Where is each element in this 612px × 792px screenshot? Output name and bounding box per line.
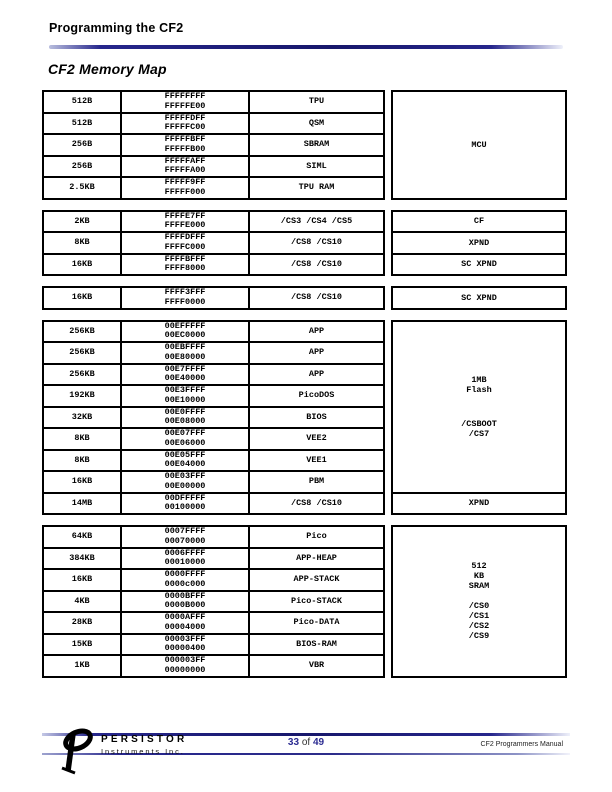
address-high: FFFFE7FF — [164, 211, 206, 221]
size-cell: 15KB — [44, 635, 120, 655]
address-range-cell — [122, 451, 248, 471]
address-range-cell — [122, 322, 248, 342]
purpose-cell: Pico-STACK — [250, 592, 383, 612]
region-line: SC XPND — [461, 292, 497, 303]
address-range-cell — [122, 114, 248, 134]
purpose-cell: BIOS-RAM — [250, 635, 383, 655]
page-current: 33 — [287, 737, 300, 748]
address-low: 00E10000 — [164, 394, 206, 405]
address-range-cell — [122, 570, 248, 590]
memory-block-3 — [42, 286, 567, 310]
address-high: 00DFFFFF — [164, 493, 206, 503]
region-line: /CS7 — [468, 428, 490, 439]
region-text-group — [471, 140, 486, 150]
region-cell — [393, 212, 565, 232]
region-line: CF — [473, 216, 485, 227]
brand-block — [101, 734, 187, 756]
size-cell: 256B — [44, 135, 120, 155]
header-rule — [49, 45, 563, 49]
region-line: /CS0 — [468, 601, 490, 612]
memory-table — [42, 286, 385, 310]
size-cell: 4KB — [44, 592, 120, 612]
purpose-cell: VBR — [250, 656, 383, 676]
region-cell — [393, 527, 565, 676]
address-range-cell — [122, 527, 248, 547]
address-low: 0000B000 — [164, 600, 206, 611]
address-low: FFFFFE00 — [164, 100, 206, 111]
size-cell: 256KB — [44, 365, 120, 385]
memory-table — [42, 90, 385, 200]
purpose-cell: /CS8 /CS10 — [250, 233, 383, 253]
region-line: /CS9 — [468, 631, 490, 642]
region-line: Flash — [466, 384, 492, 395]
purpose-cell: Pico — [250, 527, 383, 547]
address-high: 0000BFFF — [164, 591, 206, 601]
address-high: 00003FFF — [164, 634, 206, 644]
size-cell: 28KB — [44, 613, 120, 633]
size-cell: 16KB — [44, 288, 120, 308]
brand-subtitle: Instruments Inc. — [101, 747, 185, 756]
purpose-cell: PBM — [250, 472, 383, 492]
region-cell — [393, 255, 565, 275]
address-low: 00EC0000 — [164, 330, 206, 341]
memory-block-4 — [42, 320, 567, 516]
address-low: 00E80000 — [164, 351, 206, 362]
purpose-cell: QSM — [250, 114, 383, 134]
memory-table — [42, 210, 385, 277]
size-cell: 192KB — [44, 386, 120, 406]
address-low: FFFF8000 — [164, 263, 206, 274]
region-text-group — [461, 293, 497, 303]
address-high: FFFFBFFF — [164, 254, 206, 264]
address-low: 00E06000 — [164, 437, 206, 448]
memory-block-5 — [42, 525, 567, 678]
purpose-cell: APP — [250, 365, 383, 385]
address-low: 00010000 — [164, 557, 206, 568]
region-line: /CS1 — [468, 611, 490, 622]
memory-block-2 — [42, 210, 567, 277]
address-range-cell — [122, 255, 248, 275]
address-range-cell — [122, 343, 248, 363]
purpose-cell: BIOS — [250, 408, 383, 428]
size-cell: 2KB — [44, 212, 120, 232]
purpose-cell: VEE1 — [250, 451, 383, 471]
address-high: 00EBFFFF — [164, 343, 206, 353]
address-low: 00000000 — [164, 664, 206, 675]
address-high: 0000AFFF — [164, 613, 206, 623]
persistor-logo-icon — [56, 727, 96, 777]
region-line: /CSBOOT — [461, 418, 497, 429]
section-title: Programming the CF2 — [49, 21, 184, 35]
region-line: MCU — [471, 139, 487, 150]
memory-table — [42, 320, 385, 516]
size-cell: 8KB — [44, 233, 120, 253]
purpose-cell: TPU RAM — [250, 178, 383, 198]
address-high: FFFFFBFF — [164, 135, 206, 145]
address-high: 0007FFFF — [164, 527, 206, 537]
page-of-label: of — [301, 737, 311, 748]
address-range-cell — [122, 233, 248, 253]
purpose-cell: /CS8 /CS10 — [250, 288, 383, 308]
page-title: CF2 Memory Map — [48, 61, 167, 77]
address-low: 00004000 — [164, 621, 206, 632]
address-high: FFFF3FFF — [164, 288, 206, 298]
address-low: 00070000 — [164, 535, 206, 546]
region-table — [391, 90, 567, 200]
address-high: 0000FFFF — [164, 570, 206, 580]
address-range-cell — [122, 429, 248, 449]
address-low: FFFFFB00 — [164, 143, 206, 154]
address-range-cell — [122, 365, 248, 385]
address-low: FFFF0000 — [164, 296, 206, 307]
size-cell: 256KB — [44, 343, 120, 363]
address-low: FFFFE000 — [164, 220, 206, 231]
address-range-cell — [122, 408, 248, 428]
region-text-group — [466, 375, 492, 395]
address-range-cell — [122, 549, 248, 569]
address-range-cell — [122, 613, 248, 633]
address-high: 00E05FFF — [164, 450, 206, 460]
size-cell: 256B — [44, 157, 120, 177]
size-cell: 16KB — [44, 472, 120, 492]
purpose-cell: APP — [250, 343, 383, 363]
purpose-cell: /CS3 /CS4 /CS5 — [250, 212, 383, 232]
purpose-cell: APP-STACK — [250, 570, 383, 590]
region-line: XPND — [468, 237, 490, 248]
size-cell: 14MB — [44, 494, 120, 514]
purpose-cell: APP-HEAP — [250, 549, 383, 569]
purpose-cell: PicoDOS — [250, 386, 383, 406]
address-range-cell — [122, 386, 248, 406]
memory-map — [42, 90, 567, 688]
address-range-cell — [122, 92, 248, 112]
address-high: FFFFDFFF — [164, 233, 206, 243]
address-high: 00E03FFF — [164, 472, 206, 482]
address-high: FFFFFFFF — [164, 92, 206, 102]
memory-block-1 — [42, 90, 567, 200]
region-text-group — [474, 216, 484, 226]
region-line: SRAM — [468, 581, 490, 592]
size-cell: 256KB — [44, 322, 120, 342]
size-cell: 64KB — [44, 527, 120, 547]
address-high: FFFFF9FF — [164, 178, 206, 188]
address-low: 00000400 — [164, 643, 206, 654]
purpose-cell: APP — [250, 322, 383, 342]
address-range-cell — [122, 178, 248, 198]
address-low: 0000c000 — [164, 578, 206, 589]
region-line: XPND — [468, 498, 490, 509]
address-range-cell — [122, 135, 248, 155]
region-text-group — [461, 259, 497, 269]
size-cell: 512B — [44, 92, 120, 112]
address-range-cell — [122, 157, 248, 177]
region-table — [391, 286, 567, 310]
purpose-cell: TPU — [250, 92, 383, 112]
region-table — [391, 210, 567, 277]
address-low: 00E08000 — [164, 416, 206, 427]
region-cell — [393, 233, 565, 253]
region-table — [391, 320, 567, 516]
region-line: /CS2 — [468, 621, 490, 632]
address-range-cell — [122, 472, 248, 492]
address-range-cell — [122, 288, 248, 308]
region-cell — [393, 494, 565, 514]
page-total: 49 — [312, 737, 325, 748]
size-cell: 16KB — [44, 255, 120, 275]
region-cell — [393, 288, 565, 308]
region-text-group — [469, 561, 489, 591]
address-range-cell — [122, 494, 248, 514]
address-high: 00E0FFFF — [164, 407, 206, 417]
size-cell: 32KB — [44, 408, 120, 428]
region-table — [391, 525, 567, 678]
brand-name: PERSISTOR — [101, 734, 188, 745]
address-high: 0006FFFF — [164, 548, 206, 558]
region-line: 512 — [471, 561, 487, 572]
address-range-cell — [122, 635, 248, 655]
region-text-group — [469, 601, 489, 641]
region-cell — [393, 92, 565, 198]
region-cell — [393, 322, 565, 492]
address-range-cell — [122, 656, 248, 676]
size-cell: 8KB — [44, 451, 120, 471]
address-low: 00E04000 — [164, 459, 206, 470]
purpose-cell: VEE2 — [250, 429, 383, 449]
address-low: FFFFF000 — [164, 186, 206, 197]
address-low: 00100000 — [164, 502, 206, 513]
address-high: 00E7FFFF — [164, 364, 206, 374]
size-cell: 16KB — [44, 570, 120, 590]
purpose-cell: SIML — [250, 157, 383, 177]
size-cell: 2.5KB — [44, 178, 120, 198]
address-low: FFFFFA00 — [164, 165, 206, 176]
size-cell: 8KB — [44, 429, 120, 449]
region-line: SC XPND — [461, 259, 497, 270]
region-text-group — [469, 238, 489, 248]
address-low: FFFFFC00 — [164, 122, 206, 133]
address-high: 00E07FFF — [164, 429, 206, 439]
size-cell: 512B — [44, 114, 120, 134]
address-high: FFFFFDFF — [164, 113, 206, 123]
purpose-cell: SBRAM — [250, 135, 383, 155]
purpose-cell: /CS8 /CS10 — [250, 255, 383, 275]
manual-title: CF2 Programmers Manual — [480, 741, 563, 748]
address-high: 00E3FFFF — [164, 386, 206, 396]
size-cell: 384KB — [44, 549, 120, 569]
address-low: 00E00000 — [164, 480, 206, 491]
purpose-cell: /CS8 /CS10 — [250, 494, 383, 514]
region-text-group — [461, 419, 497, 439]
address-low: 00E40000 — [164, 373, 206, 384]
address-low: FFFFC000 — [164, 241, 206, 252]
region-line: KB — [473, 571, 485, 582]
address-high: FFFFFAFF — [164, 156, 206, 166]
memory-table — [42, 525, 385, 678]
address-high: 00EFFFFF — [164, 321, 206, 331]
region-line: 1MB — [471, 374, 487, 385]
address-range-cell — [122, 592, 248, 612]
address-range-cell — [122, 212, 248, 232]
purpose-cell: Pico-DATA — [250, 613, 383, 633]
region-text-group — [469, 498, 489, 508]
size-cell: 1KB — [44, 656, 120, 676]
address-high: 000003FF — [164, 656, 206, 666]
